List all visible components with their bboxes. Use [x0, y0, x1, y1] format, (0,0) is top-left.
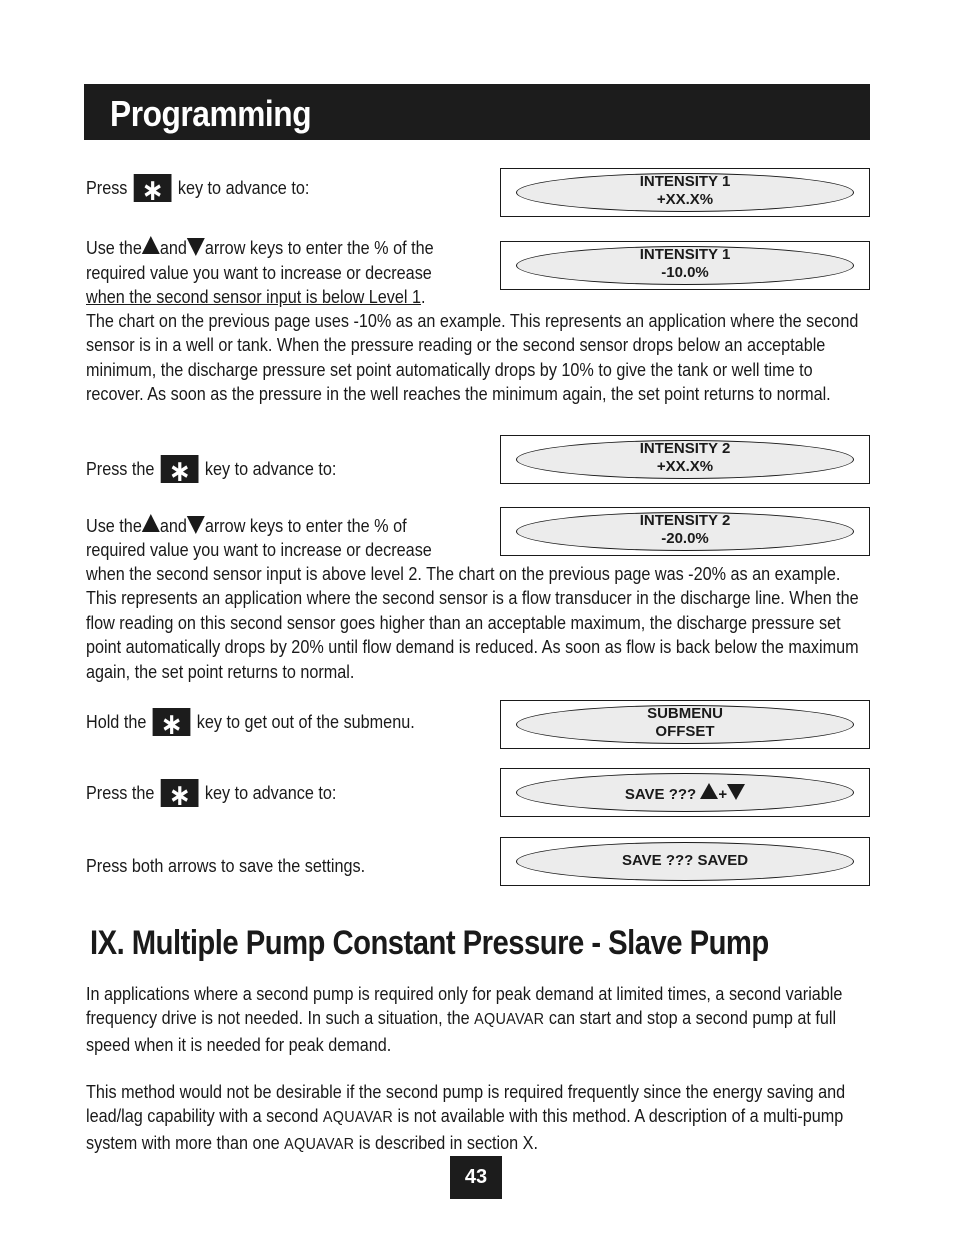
page-title: Programming: [110, 93, 312, 134]
section-paragraph-2: [86, 1080, 869, 1157]
use-the-text: Use the: [86, 238, 142, 258]
submenu-text: key to get out of the submenu.: [196, 712, 415, 732]
display-intensity-2-value: [500, 507, 870, 556]
press-instruction-2: [86, 455, 337, 488]
advance-text: key to advance to:: [204, 783, 337, 803]
down-arrow-icon: [187, 516, 205, 534]
advance-text: key to advance to:: [177, 178, 310, 198]
arrow-text: arrow keys to enter the % of the: [204, 238, 434, 258]
press-text: Press the: [86, 459, 155, 479]
section-paragraph-1: [86, 982, 869, 1057]
display-line-1: INTENSITY 1: [639, 246, 731, 263]
display-line-1: INTENSITY 1: [639, 173, 731, 190]
asterisk-key-icon: ∗: [161, 779, 199, 807]
brand-name: AQUAVAR: [474, 1011, 545, 1029]
up-arrow-icon: [700, 783, 718, 799]
intensity-1-paragraph: The chart on the previous page uses -10% as an example. This represents an application where the second sensor is in a well or tank. When the pressure reading or the second sensor drops below an acceptable minimum, the discharge pressure set point automatically drops by 10% to give the tank or well time to recover. As soon as the pressure in the well reaches the minimum again, the set point returns to normal.: [86, 311, 859, 405]
hold-instruction: [86, 708, 415, 741]
display-intensity-1-default: [500, 168, 870, 217]
down-arrow-icon: [727, 784, 745, 800]
press-instruction-3: [86, 779, 337, 812]
brand-name: AQUAVAR: [322, 1109, 394, 1127]
brand-name: AQUAVAR: [284, 1135, 355, 1153]
advance-text: key to advance to:: [204, 459, 337, 479]
period: .: [421, 287, 426, 307]
arrow-instruction-1-line2: required value you want to increase or decrease: [86, 263, 432, 283]
and-text: and: [159, 238, 187, 258]
save-prompt-text: SAVE ???: [624, 786, 697, 803]
arrow-instruction-1: [86, 236, 434, 260]
display-save-saved: [500, 837, 870, 886]
use-the-text: Use the: [86, 516, 142, 536]
display-line-2: OFFSET: [655, 723, 715, 740]
and-text: and: [159, 516, 187, 536]
display-submenu-offset: [500, 700, 870, 749]
display-line-1: INTENSITY 2: [639, 440, 731, 457]
page-number: 43: [450, 1156, 502, 1199]
display-line-1: [501, 783, 869, 804]
asterisk-key-icon: ∗: [153, 708, 191, 736]
paragraph-text: is described in section X.: [358, 1132, 538, 1153]
up-arrow-icon: [142, 236, 160, 254]
display-line-1: SAVE ??? SAVED: [621, 852, 749, 869]
asterisk-key-icon: ∗: [134, 174, 172, 202]
paragraph-text: In applications where a second pump is required only for peak demand at limited times, a second variable frequency drive is not needed. In such a situation, the: [86, 984, 843, 1029]
arrow-instruction-2-line2: required value you want to increase or decrease: [86, 540, 432, 560]
section-title: IX. Multiple Pump Constant Pressure - Slave Pump: [90, 924, 769, 962]
arrow-instruction-2: [86, 514, 407, 538]
down-arrow-icon: [187, 238, 205, 256]
display-line-2: -10.0%: [661, 264, 709, 281]
underlined-condition: when the second sensor input is below Level 1: [86, 287, 422, 307]
intensity-2-paragraph: when the second sensor input is above level 2. The chart on the previous page was -20% as an example. This represents an application where the second sensor is a flow transducer in the discharge line. When the flow reading on this second sensor goes higher than an acceptable maximum, the discharge pressure set point automatically drops by 20% until flow demand is reduced. As soon as flow is back below the maximum again, the set point returns to normal.: [86, 564, 859, 682]
press-instruction-1: [86, 174, 310, 207]
arrow-text: arrow keys to enter the % of: [204, 516, 407, 536]
plus-sign: +: [718, 786, 728, 803]
display-save-prompt: [500, 768, 870, 817]
header-bar: [84, 84, 870, 140]
paragraph-text: can start and stop a second pump at full speed when it is needed for peak demand.: [86, 1008, 837, 1055]
display-line-2: +XX.X%: [656, 458, 714, 475]
press-text: Press the: [86, 783, 155, 803]
hold-text: Hold the: [86, 712, 147, 732]
display-line-1: INTENSITY 2: [639, 512, 731, 529]
display-line-1: SUBMENU: [647, 705, 723, 722]
arrow-instruction-1-line3: [86, 285, 426, 309]
save-instruction: Press both arrows to save the settings.: [86, 856, 366, 876]
press-text: Press: [86, 178, 128, 198]
up-arrow-icon: [142, 514, 160, 532]
display-line-2: +XX.X%: [656, 191, 714, 208]
asterisk-key-icon: ∗: [161, 455, 199, 483]
paragraph-text: is not available with this method. A description of a multi-pump system with more than one: [86, 1106, 844, 1153]
paragraph-text: This method would not be desirable if the second pump is required frequently since the energy saving and lead/lag capability with a second: [86, 1082, 846, 1127]
display-intensity-1-value: [500, 241, 870, 290]
display-intensity-2-default: [500, 435, 870, 484]
display-line-2: -20.0%: [661, 530, 709, 547]
